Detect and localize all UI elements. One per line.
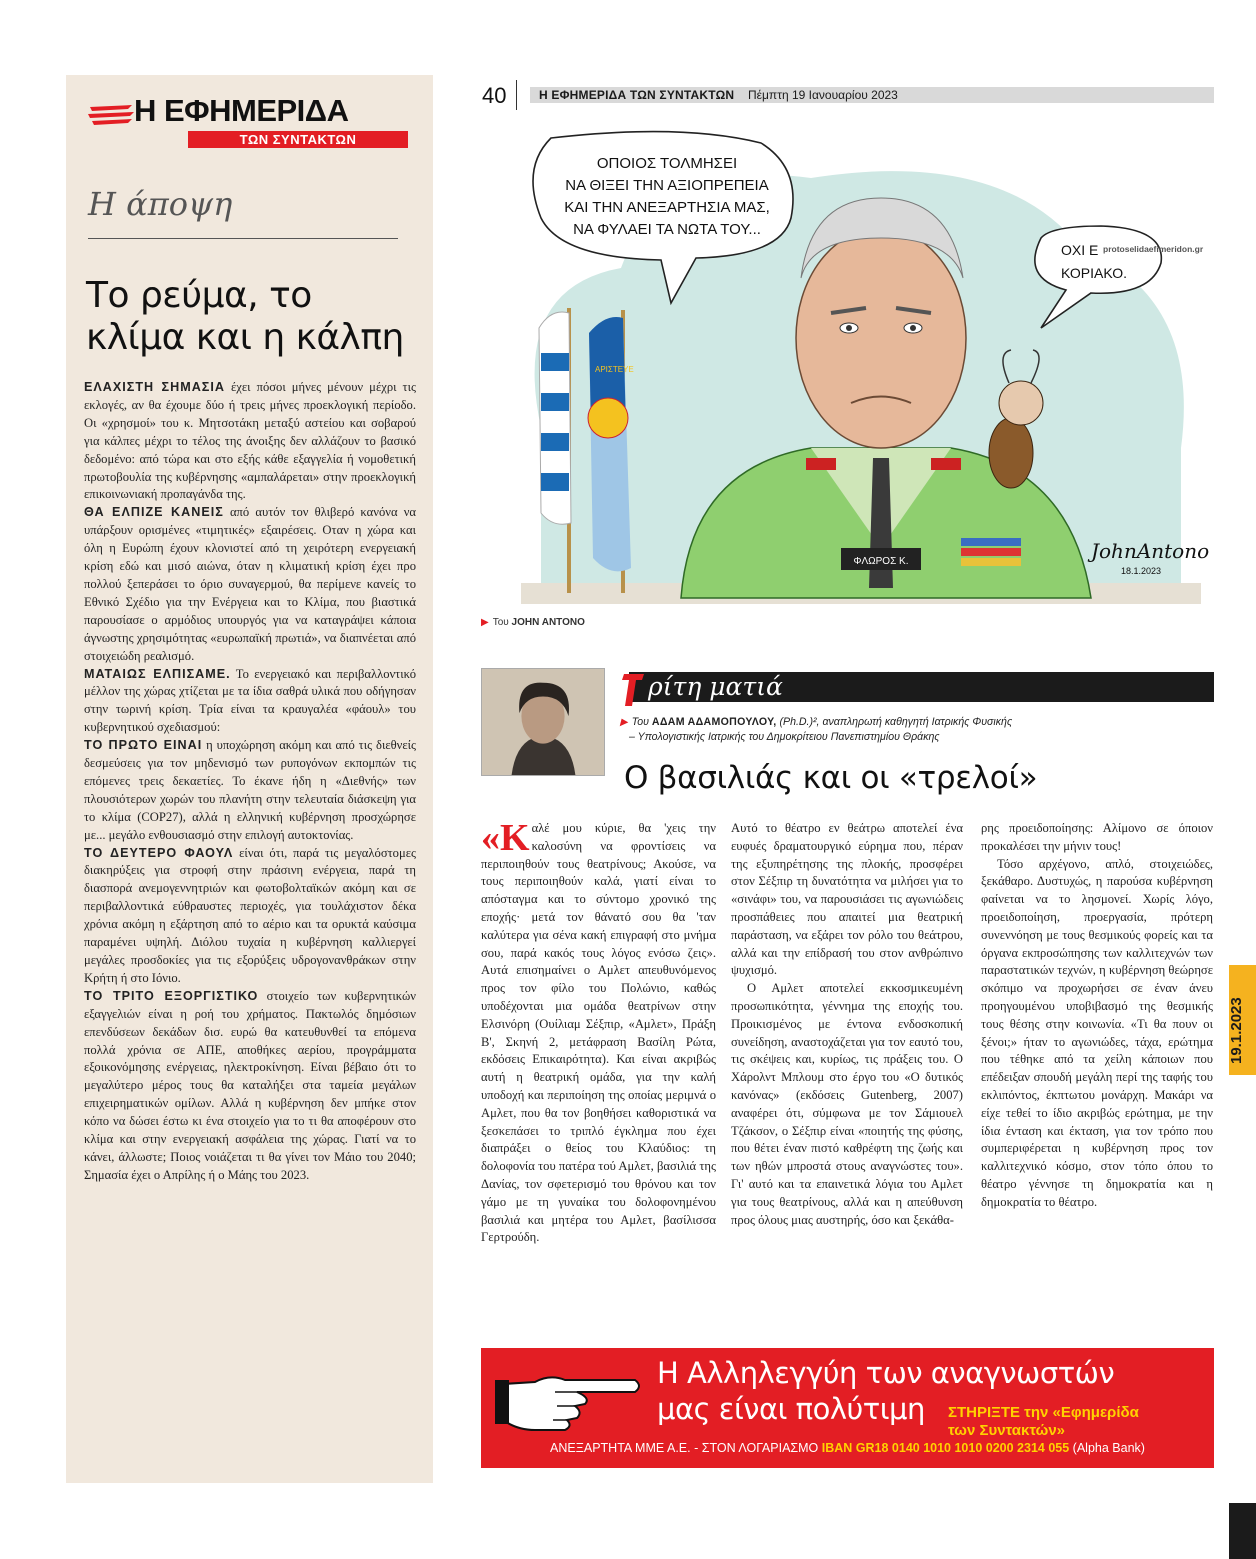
article-paragraph: Αυτό το θέατρο εν θεάτρω αποτελεί ένα ευφυές δραματουργικό εύρημα που, πέραν της εξυπηρέτησης της πλοκής, προσφέρει στον Σέξπιρ τη δυνατότητα να μιλήσει για το «σινάφι» του, να παρουσιάσει τις αγωνιώδεις προσπάθειες που απαιτεί μια θεατρική παράσταση, να εξάρει τον ρόλο του θεάτρου, αλλά και την επίδρασή του στον ανθρώπινο ψυχισμό.	[731, 821, 963, 978]
article-paragraph	[481, 817, 716, 1247]
editorial-cartoon[interactable]	[481, 128, 1214, 604]
byline-role: (Ph.D.)², αναπληρωτή καθηγητή Ιατρικής Φυσικής	[776, 716, 1013, 728]
opinion-title: Το ρεύμα, το κλίμα και η κάλπη	[86, 275, 404, 358]
article-title: Ο βασιλιάς και οι «τρελοί»	[624, 760, 1038, 796]
bug-bubble-line-2: ΚΟΡΙΑΚΟ.	[1061, 265, 1128, 281]
paragraph-text: αλέ μου κύριε, θα 'χεις την καλοσύνη να φροντίσεις να περιποιηθούν τους θεατρίνους; Ακούσε, να τους περιποιηθούν καλά, γιατί είναι το απόσταγμα και το σύντομο χρονικό της εποχής· μετά τον θάνατό σου θα 'ταν καλύτερα για σένα κακή επιγραφή στο μνήμα σου, παρά κακός τους λόγος ενόσω ζεις». Αυτά επισημαίνει ο Αμλετ απευθυνόμενος προς τον φίλο του Πολώνιο, καθώς υποδέχονται μια ομάδα θεατρίνων στην Ελσινόρη (Ουίλιαμ Σέξπιρ, «Αμλετ», Πράξη Β', Σκηνή 2, μετάφραση Βασίλη Ρώτα, εκδόσεις Επικαιρότητα). Και είναι ακριβώς αυτή η θεατρική ομάδα, για την καλή υποδοχή και περιποίηση της οποίας μεριμνά ο Αμλετ, που θα τον βοηθήσει καθοριστικά να ξεσκεπάσει το τριπλό έγκλημα που έχει διαπράξει ο θείος του Κλαύδιος: τη δολοφονία του πατέρα τού Αμλετ, βασιλιά της Δανίας, τον σφετερισμό του θρόνου και τον γάμο με τη γυναίκα του δολοφονημένου βασιλιά και μητέρα του Αμλετ, βασίλισσα Γερτρούδη.	[481, 821, 716, 1245]
ad-footer-company: ΑΝΕΞΑΡΤΗΤΑ ΜΜΕ Α.Ε. - ΣΤΟΝ ΛΟΓΑΡΙΑΣΜΟ	[550, 1441, 819, 1455]
page-number: 40	[482, 83, 507, 108]
article-paragraph: ρης προειδοποίησης: Αλίμονο σε όποιον προκαλέσει την μήνιν τους!	[981, 821, 1213, 853]
opinion-paragraph	[84, 666, 416, 738]
byline-author: ΑΔΑΜ ΑΔΑΜΟΠΟΥΛΟΥ,	[651, 716, 777, 728]
paragraph-text: από αυτόν τον θλιβερό κανόνα να υπάρξουν ορισμένες «τιμητικές» εξαιρέσεις. Οταν η χώρα και όλη η Ευρώπη έχουν κλονιστεί από τη χειρότερη ενεργειακή κρίση εδώ και μισό αιώνα, όταν η κλιματική κρίση έχει προ πολλού ξεπεράσει το όριο συναγερμού, θα περίμενε κανείς το Εθνικό Σχέδιο για την Ενέργεια και το Κλίμα, που βιαστικά παρουσίασε ο αρμόδιος υπουργός για να καταγράψει κάποια άγνωστης χρησιμότητας «ευρωπαϊκή πρωτιά», να διαπνέεται από στοιχειώδη ρεαλισμό.	[84, 505, 416, 663]
ad-headline-2: μας είναι πολύτιμη	[657, 1392, 925, 1426]
byline-line-1	[620, 715, 1210, 730]
header-date: Πέμπτη 19 Ιανουαρίου 2023	[748, 88, 898, 102]
article-column-2	[731, 820, 963, 1229]
pointing-hand-icon	[495, 1364, 645, 1436]
opinion-paragraph	[84, 379, 416, 504]
ad-bank: (Alpha Bank)	[1072, 1441, 1145, 1455]
ad-support-line-1: ΣΤΗΡΙΞΤΕ την «Εφημερίδα	[948, 1404, 1139, 1421]
cartoonist-signature: JohnAntono	[1091, 539, 1210, 563]
arrow-right-icon: ▶	[481, 617, 489, 628]
header-paper-name: Η ΕΦΗΜΕΡΙΔΑ ΤΩΝ ΣΥΝΤΑΚΤΩΝ	[539, 88, 735, 102]
paragraph-text: στοιχείο των κυβερνητικών εξαγγελιών είναι η ροή του χρήματος. Πακτωλός δημόσιων επενδύσεων δεκάδων δισ. ευρώ θα κατευθυνθεί τα επόμενα πολλά χρόνια σε ΑΠΕ, αποθήκες αερίου, προγράμματα εξοικονόμησης ενέργειας, ηλεκτροκίνηση. Είναι βέβαιο ότι το μεγαλύτερο μέρος τους θα καταλήξει στα ταμεία μεγάλων επιχειρηματικών ομίλων. Αλλά η κυβέρνηση δεν μπήκε στον κόπο να δώσει έστω κι ένα στοιχείο για το τι θα αποφέρουν στο κλίμα και στην ενεργειακή ασφάλεια της χώρας. Γιατί να το κάνει, άλλωστε; Ποιος νοιάζεται τι θα γίνει τον Μάιο του 2040; Σημασία έχει ο Απρίλης ή ο Μάης του 2023.	[84, 988, 416, 1182]
article-paragraph: Τόσο αρχέγονο, απλό, στοιχειώδες, ξεκάθαρο. Δυστυχώς, η παρούσα κυβέρνηση φαίνεται να το λησμονεί. Χωρίς λόγο, προειδοποίηση, προεργασία, πρότερη συνεννόηση με τους θεσμικούς φορείς και τα όργανα εκπροσώπησης των καλλιτεχνών των παραστατικών τεχνών, η κυβέρνηση θεώρησε σκόπιμο να προχωρήσει σε έναν άνευ προηγουμένου υποβιβασμό της θεσμικής τους θέσης στην κοινωνία. «Τι θα πουν οι ξένοι;» ήταν το αγωνιώδες, τάχα, ερώτημα που τέθηκε από τα χείλη κάποιων που επέδειξαν σπουδή μεγάλη περί της ταφής του εκλιπόντος, έκπτωτου μονάρχη. Μακάρι να είχε τεθεί το ίδιο ακριβώς ερώτημα, με την ίδια ένταση και έκταση, για τον τρόπο που συμπεριφέρεται η κυβέρνηση προς τον καλλιτεχνικό κόσμο, στον τόπο όπου το θέατρο γέννησε τη δημοκρατία και η δημοκρατία το θέατρο.	[981, 856, 1213, 1209]
ad-iban: IBAN GR18 0140 1010 1010 0200 2314 055	[821, 1441, 1070, 1455]
side-tab-date: 19.1.2023	[1228, 997, 1245, 1064]
header-divider	[516, 80, 517, 110]
opinion-paragraph	[84, 504, 416, 665]
cartoon-watermark: protoselidaefimeridon.gr	[1103, 244, 1204, 254]
solidarity-ad[interactable]	[481, 1348, 1214, 1468]
article-column-1	[481, 817, 716, 1247]
opinion-paragraph	[84, 988, 416, 1185]
ad-support-text	[948, 1404, 1139, 1440]
paragraph-text: είναι ότι, παρά τις μεγαλόστομες διακηρύξεις για στροφή στην πράσινη ενέργεια, παρά τη διασπορά ανεμογεννητριών και φωτοβολταϊκών ακόμη και σε περιβαλλοντικά εύθραυστες περιοχές, για τουλάχιστον δέκα χρόνια ακόμη η εξάρτηση από το αέριο και τα ορυκτά καύσιμα παραμένει υψηλή. Διόλου τυχαία η κυβέρνηση καλλιεργεί μεγάλες προσδοκίες για τις εξορύξεις υδρογονανθράκων στην Κρήτη ή στο Ιόνιο.	[84, 845, 416, 985]
author-portrait	[481, 668, 605, 776]
section-banner-label: ρίτη ματιά	[648, 672, 783, 701]
paragraph-text: Το ενεργειακό και περιβαλλοντικό μέλλον της χώρας χτίζεται με τα ίδια σαθρά υλικά που οδήγησαν στην τωρινή κρίση. Τρία είναι τα κραυγαλέα «φάουλ» του κυβερνητικού σχεδιασμού:	[84, 666, 416, 735]
paragraph-lead: ΘΑ ΕΛΠΙΖΕ ΚΑΝΕΙΣ	[84, 505, 224, 520]
arrow-right-icon: ▶	[620, 717, 628, 728]
cartoon-credit	[481, 617, 585, 628]
paragraph-text: η υποχώρηση ακόμη και από τις διεθνείς δεσμεύσεις για τον μηδενισμό των ρυπογόνων εκπομπών τις επόμενες τρεις δεκαετίες. Το έκανε ήδη η «Διεθνής» των πλουσιότερων χωρών του πλανήτη στην τελευταία διάσκεψη για το κλίμα (COP27), αλλά η ελληνική κυβέρνηση προσχώρησε με... μεγάλο ενθουσιασμό στην επιλογή αυτοκτονίας.	[84, 738, 417, 842]
section-t-logo-icon	[622, 666, 644, 710]
article-byline	[620, 715, 1210, 744]
byline-line-2: – Υπολογιστικής Ιατρικής του Δημοκρίτειου Πανεπιστημίου Θράκης	[629, 731, 940, 743]
opinion-column	[66, 75, 433, 1483]
flag-motto: ΑΡΙΣΤΕΥΕ	[595, 365, 634, 374]
paragraph-lead: ΕΛΑΧΙΣΤΗ ΣΗΜΑΣΙΑ	[84, 380, 225, 394]
credit-name: JOHN ANTONO	[511, 617, 585, 628]
masthead-subtitle: ΤΩΝ ΣΥΝΤΑΚΤΩΝ	[188, 131, 408, 148]
opinion-paragraph	[84, 737, 416, 844]
bubble-line-3: ΚΑΙ ΤΗΝ ΑΝΕΞΑΡΤΗΣΙΑ ΜΑΣ,	[564, 199, 770, 216]
article-column-3	[981, 820, 1213, 1212]
side-marker-block	[1229, 1503, 1256, 1559]
paragraph-lead: ΤΟ ΤΡΙΤΟ ΕΞΟΡΓΙΣΤΙΚΟ	[84, 988, 259, 1003]
byline-prefix: Του	[631, 716, 649, 728]
bug-bubble-line-1: ΟΧΙ Ε	[1061, 242, 1099, 258]
greek-flag-icon	[539, 312, 571, 524]
section-label: Η άποψη	[88, 185, 233, 223]
drop-cap: «Κ	[481, 817, 530, 859]
masthead-swoosh-icon	[88, 101, 140, 131]
section-divider	[88, 238, 398, 239]
masthead-logo[interactable]	[88, 93, 418, 149]
paragraph-lead: ΤΟ ΔΕΥΤΕΡΟ ΦΑΟΥΛ	[84, 845, 234, 860]
masthead-title: Η ΕΦΗΜΕΡΙΔΑ	[134, 93, 349, 128]
bubble-line-2: ΝΑ ΘΙΞΕΙ ΤΗΝ ΑΞΙΟΠΡΕΠΕΙΑ	[565, 177, 769, 194]
article-paragraph: Ο Αμλετ αποτελεί εκκοσμικευμένη προσωπικότητα, γέννημα της εποχής του. Προικισμένος με έντονα ενδοσκοπική συνείδηση, αναστοχάζεται για τον εαυτό του, τις σκέψεις και, κυρίως, τις πράξεις του. Ο Χάρολντ Μπλουμ στο έργο του «Ο δυτικός κανόνας» (εκδόσεις Gutenberg, 2007) αναφέρει ότι, σύμφωνα με τον Σάμιουελ Τζάκσον, ο Σέξπιρ είναι «ποιητής της φύσης, που θέτει έναν πιστό καθρέφτη της ζωής και των ηθών μπροστά στους αναγνώστες του». Γι' αυτό και τα επαινετικά λόγια του Αμλετ για τους θεατρίνους, αλλά και η απεύθυνση προς όλους μιας αυστηρής, όσο και ξεκάθα-	[731, 981, 963, 1227]
bubble-line-1: ΟΠΟΙΟΣ ΤΟΛΜΗΣΕΙ	[596, 155, 738, 172]
name-tag-text: ΦΛΩΡΟΣ Κ.	[853, 556, 909, 567]
opinion-paragraph	[84, 845, 416, 988]
paragraph-text: έχει πόσοι μήνες μένουν μέχρι τις εκλογές, αν θα έχουμε δύο ή τρεις μήνες προεκλογική περίοδο. Οι «χρησμοί» του κ. Μητσοτάκη μεταξύ αστείου και σοβαρού για κάλπες μέχρι το τέλος της άνοιξης δεν αλλάζουν το βασικό δεδομένο: από τώρα και στο εξής κάθε εξαγγελία ή νομοθετική πρωτοβουλία της κυβέρνησης «αμπαλάρεται» στην προεκλογική επικοινωνιακή προπαγάνδα της.	[84, 380, 416, 502]
paragraph-lead: ΤΟ ΠΡΩΤΟ ΕΙΝΑΙ	[84, 738, 203, 753]
bubble-line-4: ΝΑ ΦΥΛΑΕΙ ΤΑ ΝΩΤΑ ΤΟΥ...	[573, 221, 761, 238]
paragraph-lead: ΜΑΤΑΙΩΣ ΕΛΠΙΣΑΜΕ.	[84, 666, 231, 681]
cartoon-date: 18.1.2023	[1121, 566, 1162, 576]
ad-footer	[481, 1441, 1214, 1455]
opinion-body	[84, 379, 416, 1185]
ad-headline-1: Η Αλληλεγγύη των αναγνωστών	[657, 1356, 1115, 1390]
credit-prefix: Του	[492, 617, 509, 628]
ad-support-line-2: των Συντακτών»	[948, 1422, 1066, 1439]
